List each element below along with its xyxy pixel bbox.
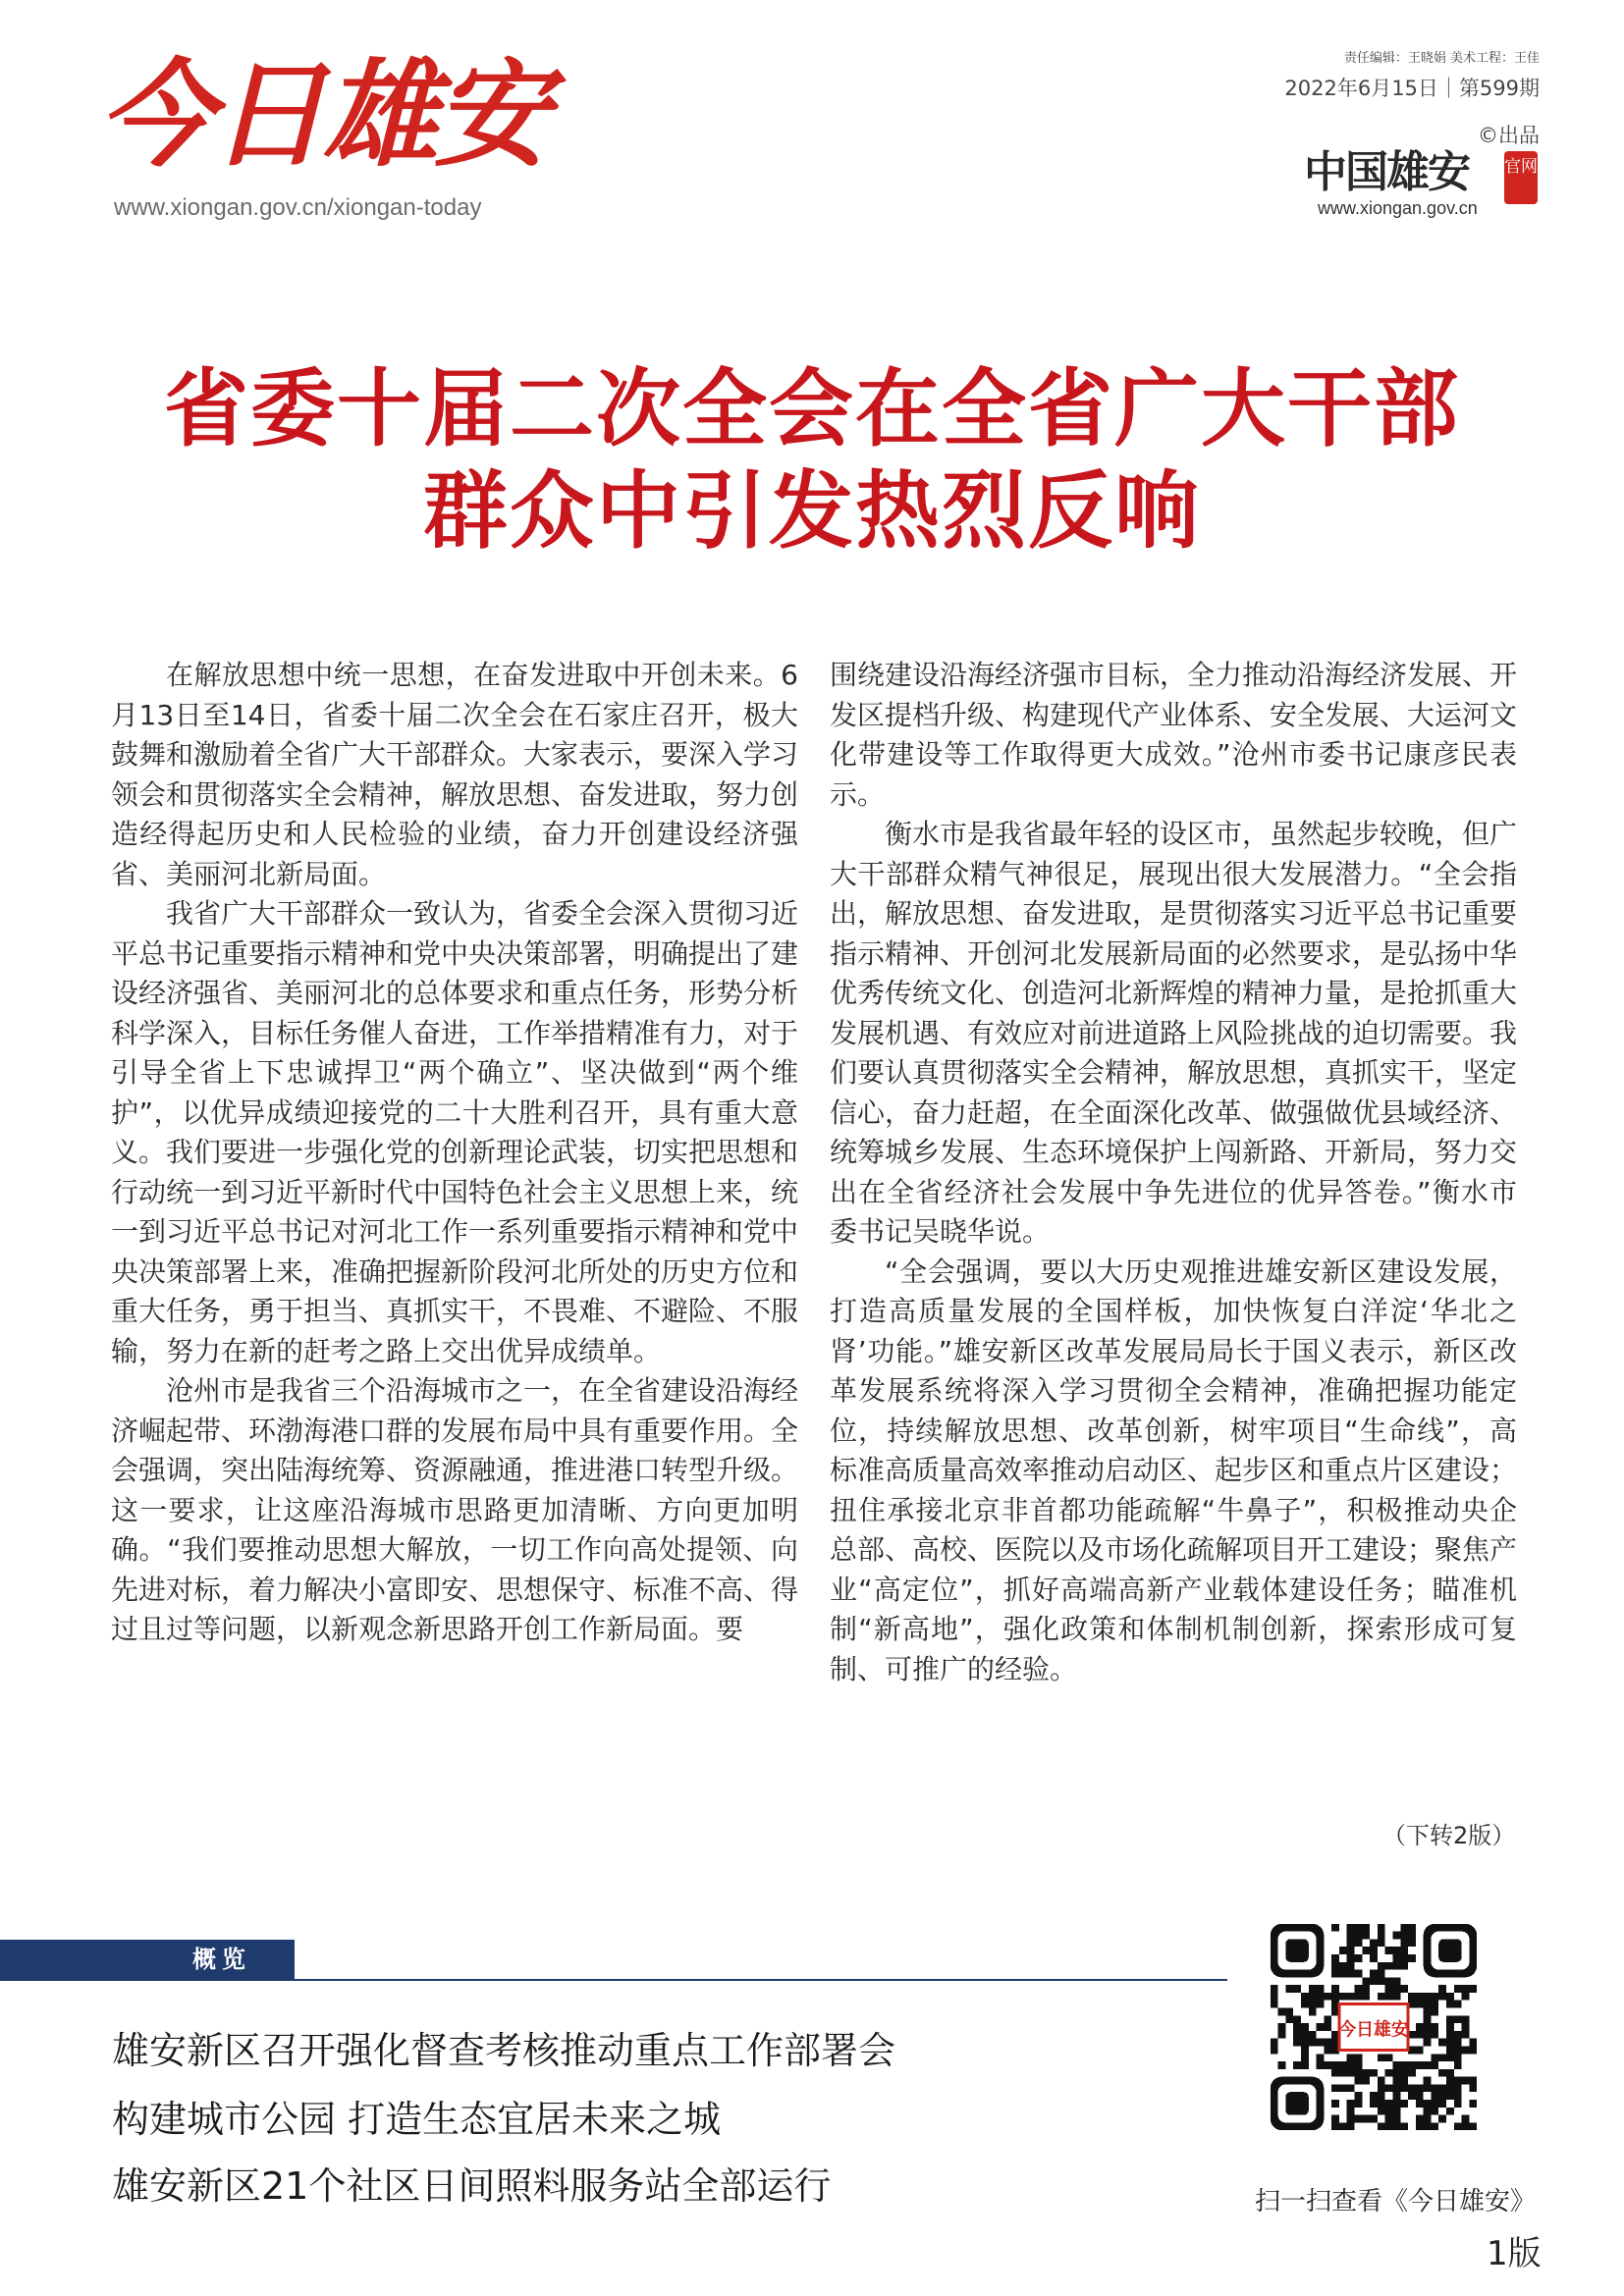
page-number: 1版	[1487, 2234, 1542, 2273]
overview-item[interactable]: 构建城市公园 打造生态宜居未来之城	[112, 2098, 722, 2141]
overview-label: 概览	[192, 1946, 251, 1973]
qr-caption: 扫一扫查看《今日雄安》	[1255, 2187, 1537, 2216]
article-column-left	[111, 656, 798, 1650]
site-url: www.xiongan.gov.cn	[1318, 198, 1478, 218]
article-paragraph: 围绕建设沿海经济强市目标，全力推动沿海经济发展、开发区提档升级、构建现代产业体系、安全发展、大运河文化带建设等工作取得更大成效。”沧州市委书记康彦民表示。	[830, 659, 1518, 811]
article-paragraph: 沧州市是我省三个沿海城市之一，在全省建设沿海经济崛起带、环渤海港口群的发展布局中具有重要作用。全会强调，突出陆海统筹、资源融通，推进港口转型升级。这一要求，让这座沿海城市思路更加清晰、方向更加明确。“我们要推动思想大解放，一切工作向高处提领、向先进对标，着力解决小富即安、思想保守、标准不高、得过且过等问题，以新观念新思路开创工作新局面。要	[111, 1374, 799, 1645]
headline-line-2: 群众中引发热烈反响	[423, 462, 1201, 561]
headline-line-1: 省委十届二次全会在全省广大干部	[164, 360, 1460, 458]
qr-center-text: 今日雄安	[1338, 2019, 1409, 2041]
masthead-url: www.xiongan.gov.cn/xiongan-today	[114, 194, 482, 221]
editor-credits: 责任编辑：王晓娟 美术工程：王佳	[1343, 51, 1540, 66]
article-paragraph: 我省广大干部群众一致认为，省委全会深入贯彻习近平总书记重要指示精神和党中央决策部署，明确提出了建设经济强省、美丽河北的总体要求和重点任务，形势分析科学深入，目标任务催人奋进，工作举措精准有力，对于引导全省上下忠诚捍卫“两个确立”、坚决做到“两个维护”，以优异成绩迎接党的二十大胜利召开，具有重大意义。我们要进一步强化党的创新理论武装，切实把思想和行动统一到习近平新时代中国特色社会主义思想上来，统一到习近平总书记对河北工作一系列重要指示精神和党中央决策部署上来，准确把握新阶段河北所处的历史方位和重大任务，勇于担当、真抓实干，不畏难、不避险、不服输，努力在新的赶考之路上交出优异成绩单。	[111, 897, 799, 1367]
overview-item[interactable]: 雄安新区21个社区日间照料服务站全部运行	[112, 2164, 832, 2208]
article-paragraph: 在解放思想中统一思想，在奋发进取中开创未来。6月13日至14日，省委十届二次全会在石家庄召开，极大鼓舞和激励着全省广大干部群众。大家表示，要深入学习领会和贯彻落实全会精神，解放思想、奋发进取，努力创造经得起历史和人民检验的业绩，奋力开创建设经济强省、美丽河北新局面。	[111, 659, 799, 890]
site-seal-icon: 官网	[1504, 151, 1538, 204]
article-column-right	[830, 656, 1517, 1689]
masthead-title: 今日雄安	[98, 46, 547, 183]
article-paragraph: 衡水市是我省最年轻的设区市，虽然起步较晚，但广大干部群众精气神很足，展现出很大发展潜力。“全会指出，解放思想、奋发进取，是贯彻落实习近平总书记重要指示精神、开创河北发展新局面的必然要求，是弘扬中华优秀传统文化、创造河北新辉煌的精神力量，是抢抓重大发展机遇、有效应对前进道路上风险挑战的迫切需要。我们要认真贯彻落实全会精神，解放思想，真抓实干，坚定信心，奋力赶超，在全面深化改革、做强做优县域经济、统筹城乡发展、生态环境保护上闯新路、开新局，努力交出在全省经济社会发展中争先进位的优异答卷。”衡水市委书记吴晓华说。	[830, 818, 1518, 1248]
produced-by: ©出品	[1478, 124, 1540, 147]
overview-item[interactable]: 雄安新区召开强化督查考核推动重点工作部署会	[112, 2029, 896, 2072]
qr-code-icon[interactable]	[1263, 1916, 1485, 2138]
issue-date: 2022年6月15日｜第599期	[1284, 77, 1540, 100]
article-paragraph: “全会强调，要以大历史观推进雄安新区建设发展，打造高质量发展的全国样板，加快恢复白洋淀‘华北之肾’功能。”雄安新区改革发展局局长于国义表示，新区改革发展系统将深入学习贯彻全会精神，准确把握功能定位，持续解放思想、改革创新，树牢项目“生命线”，高标准高质量高效率推动启动区、起步区和重点片区建设；扭住承接北京非首都功能疏解“牛鼻子”，积极推动央企总部、高校、医院以及市场化疏解项目开工建设；聚焦产业“高定位”，抓好高端高新产业载体建设任务；瞄准机制“新高地”，强化政策和体制机制创新，探索形成可复制、可推广的经验。	[830, 1255, 1518, 1685]
overview-divider	[0, 1979, 1227, 1981]
site-logo: 中国雄安	[1304, 147, 1469, 197]
continue-note: （下转2版）	[1382, 1822, 1516, 1849]
